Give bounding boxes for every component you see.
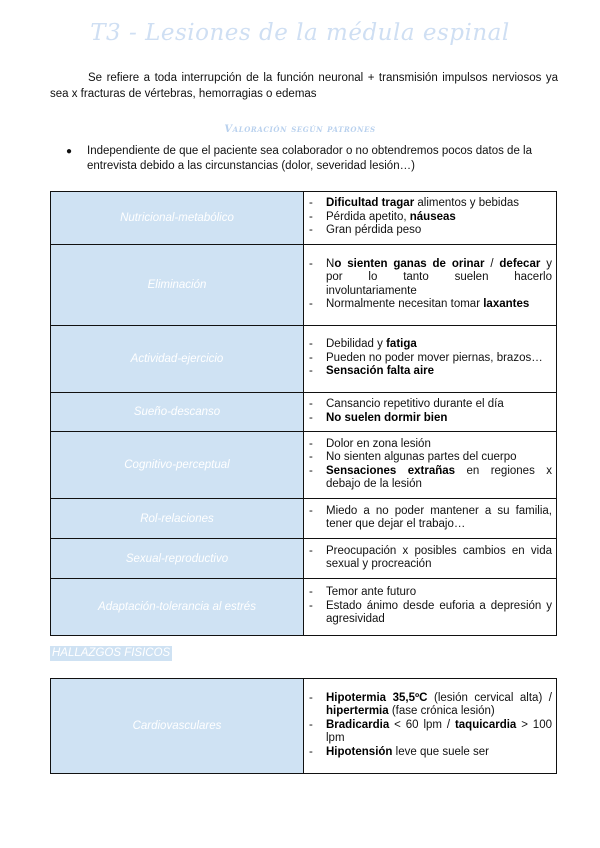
- bold-text: Hipotermia 35,5ºC: [326, 691, 428, 704]
- list-item: [326, 505, 552, 532]
- text-segment: N: [326, 257, 335, 270]
- findings-table: [50, 678, 557, 774]
- list-item: [326, 197, 552, 210]
- bullet-text: Independiente de que el paciente sea colaborador o no obtendremos pocos datos de la entrevista debido a las circunstancias (dolor, severidad lesión…): [87, 145, 532, 172]
- row-content: [304, 326, 557, 393]
- list-item: [326, 258, 552, 298]
- text-segment: Temor ante futuro: [326, 586, 417, 599]
- bold-text: taquicardia: [454, 718, 517, 731]
- table-row: [51, 432, 557, 499]
- text-segment: Estado ánimo desde euforia a depresión y agresividad: [326, 599, 552, 626]
- bold-text: fatiga: [386, 338, 417, 351]
- table-row: [51, 579, 557, 636]
- row-label: Nutricional-metabólico: [51, 192, 304, 245]
- row-content: [304, 539, 557, 579]
- list-item: [326, 746, 552, 759]
- text-segment: Gran pérdida peso: [326, 224, 422, 237]
- row-content: [304, 393, 557, 432]
- list-item: [326, 600, 552, 627]
- bold-text: náuseas: [409, 210, 456, 223]
- text-segment: (fase crónica lesión): [388, 705, 495, 718]
- text-segment: > 100 lpm: [326, 718, 552, 745]
- list-item: [326, 412, 552, 425]
- intro-text: Se refiere a toda interrupción de la función neuronal + transmisión impulsos nerviosos ya sea x fracturas de vértebras, hemorragias o edemas: [50, 72, 558, 100]
- list-item: [326, 398, 552, 411]
- table-row: [51, 393, 557, 432]
- row-content: [304, 192, 557, 245]
- row-content: [304, 579, 557, 636]
- row-label: Rol-relaciones: [51, 499, 304, 539]
- list-item: [326, 586, 552, 599]
- text-segment: Pueden no poder mover piernas, brazos…: [326, 351, 543, 364]
- table-row: [51, 499, 557, 539]
- bullet-dot-icon: ●: [66, 146, 73, 157]
- text-segment: Cansancio repetitivo durante el día: [326, 398, 504, 411]
- bold-text: Sensación falta aire: [326, 365, 435, 378]
- patterns-table: [50, 191, 557, 636]
- bold-text: o sienten ganas de orinar: [334, 257, 485, 270]
- table-row: [51, 539, 557, 579]
- text-segment: Dolor en zona lesión: [326, 437, 431, 450]
- text-segment: Pérdida apetito,: [326, 210, 410, 223]
- bold-text: Bradicardia: [326, 718, 390, 731]
- bold-text: defecar: [499, 257, 541, 270]
- row-label: Cardiovasculares: [51, 679, 304, 774]
- row-content: [304, 245, 557, 326]
- bold-text: Dificultad tragar: [326, 197, 415, 210]
- list-item: [326, 438, 552, 451]
- table-row: [51, 679, 557, 774]
- list-item: [326, 692, 552, 719]
- bullet-item: [66, 144, 558, 174]
- row-content: [304, 679, 557, 774]
- list-item: [326, 719, 552, 746]
- text-segment: en regiones x debajo de la lesión: [326, 464, 552, 490]
- text-segment: < 60 lpm /: [389, 718, 455, 731]
- list-item: [326, 451, 552, 464]
- text-segment: alimentos y bebidas: [414, 197, 520, 210]
- text-segment: Debilidad y: [326, 338, 387, 351]
- list-item: [326, 224, 552, 237]
- text-segment: leve que suele ser: [392, 745, 489, 758]
- text-segment: (lesión cervical alta) /: [427, 691, 552, 704]
- text-segment: Miedo a no poder mantener a su familia, tener que dejar el trabajo…: [326, 504, 552, 530]
- table-row: [51, 245, 557, 326]
- list-item: [326, 338, 552, 351]
- intro-paragraph: [50, 70, 558, 102]
- list-item: [326, 352, 552, 365]
- findings-title: HALLAZGOS FISICOS: [52, 647, 171, 659]
- list-item: [326, 298, 552, 311]
- text-segment: No sienten algunas partes del cuerpo: [326, 451, 517, 464]
- table-row: [51, 192, 557, 245]
- row-content: [304, 432, 557, 499]
- text-segment: Normalmente necesitan tomar: [326, 297, 484, 310]
- row-label: Eliminación: [51, 245, 304, 326]
- list-item: [326, 365, 552, 378]
- list-item: [326, 545, 552, 572]
- row-label: Adaptación-tolerancia al estrés: [51, 579, 304, 636]
- bold-text: Hipotensión: [326, 745, 393, 758]
- table-row: [51, 326, 557, 393]
- list-item: [326, 465, 552, 492]
- list-item: [326, 211, 552, 224]
- section-title: Valoración según patrones: [224, 124, 376, 135]
- text-segment: Preocupación x posibles cambios en vida sexual y procreación: [326, 544, 552, 570]
- bold-text: hipertermia: [326, 705, 389, 718]
- document-title: T3 - Lesiones de la médula espinal: [90, 20, 510, 46]
- text-segment: /: [484, 257, 500, 270]
- row-label: Cognitivo-perceptual: [51, 432, 304, 499]
- bold-text: laxantes: [483, 297, 530, 310]
- text-segment: y por lo tanto suelen hacerlo involuntariamente: [326, 257, 552, 297]
- row-label: Sexual-reproductivo: [51, 539, 304, 579]
- row-content: [304, 499, 557, 539]
- bold-text: Sensaciones extrañas: [326, 464, 456, 477]
- row-label: Actividad-ejercicio: [51, 326, 304, 393]
- bold-text: No suelen dormir bien: [326, 411, 448, 424]
- row-label: Sueño-descanso: [51, 393, 304, 432]
